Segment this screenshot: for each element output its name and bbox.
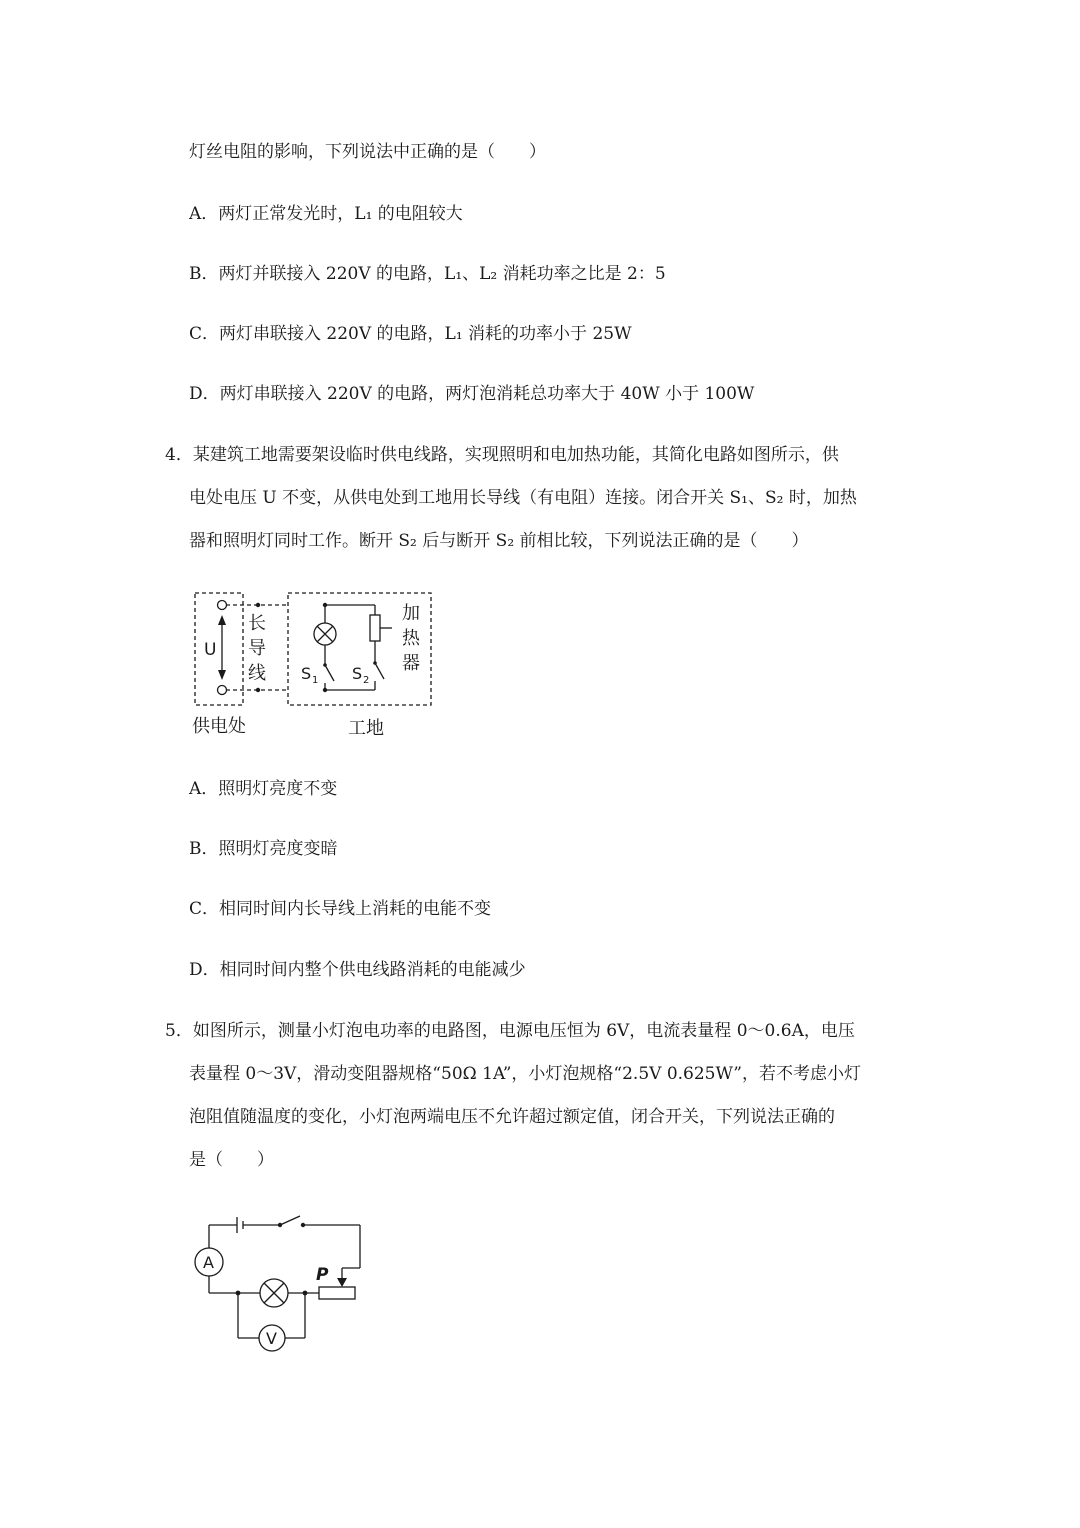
switch-s1-subscript: 1 — [312, 675, 319, 686]
q5-stem-line-2: 表量程 0～3V，滑动变阻器规格“50Ω 1A”，小灯泡规格“2.5V 0.625W”，若不考虑小灯 — [189, 1064, 861, 1084]
voltmeter-label: V — [266, 1329, 277, 1348]
q3-option-d: D．两灯串联接入 220V 的电路，两灯泡消耗总功率大于 40W 小于 100W — [189, 384, 755, 404]
q4-option-b: B．照明灯亮度变暗 — [189, 839, 338, 859]
q3-stem-tail: 灯丝电阻的影响，下列说法中正确的是（ ） — [189, 142, 546, 162]
q4-stem-line-1: 4．某建筑工地需要架设临时供电线路，实现照明和电加热功能，其简化电路如图所示，供 — [165, 445, 839, 465]
voltage-label: U — [204, 640, 217, 660]
q4-option-c: C．相同时间内长导线上消耗的电能不变 — [189, 899, 492, 919]
q4-stem-line-2: 电处电压 U 不变，从供电处到工地用长导线（有电阻）连接。闭合开关 S₁、S₂ 时，加热 — [189, 488, 857, 508]
q3-option-a: A．两灯正常发光时，L₁ 的电阻较大 — [189, 204, 463, 224]
supply-caption: 供电处 — [192, 716, 246, 737]
q5-stem-line-4: 是（ ） — [189, 1150, 274, 1170]
q3-option-c: C．两灯串联接入 220V 的电路，L₁ 消耗的功率小于 25W — [189, 324, 632, 344]
site-caption: 工地 — [348, 718, 384, 739]
q5-stem-line-3: 泡阻值随温度的变化，小灯泡两端电压不允许超过额定值，闭合开关，下列说法正确的 — [189, 1107, 835, 1127]
q4-option-d: D．相同时间内整个供电线路消耗的电能减少 — [189, 960, 526, 980]
wire-label-3: 线 — [248, 663, 266, 684]
heater-label-2: 热 — [402, 628, 420, 649]
q5-stem-line-1: 5．如图所示，测量小灯泡电功率的电路图，电源电压恒为 6V，电流表量程 0～0.6A，电压 — [165, 1021, 855, 1041]
heater-label-1: 加 — [402, 603, 420, 624]
wire-label-2: 导 — [248, 638, 266, 659]
switch-s2-subscript: 2 — [363, 675, 370, 686]
q4-option-a: A．照明灯亮度不变 — [189, 779, 338, 799]
switch-s2-label: S — [352, 664, 363, 683]
ammeter-label: A — [203, 1253, 214, 1272]
q5-circuit-diagram — [185, 1210, 375, 1360]
wire-label-1: 长 — [248, 613, 266, 634]
switch-s1-label: S — [301, 664, 312, 683]
q4-circuit-diagram — [180, 585, 450, 750]
slider-label: P — [316, 1265, 329, 1285]
q4-stem-line-3: 器和照明灯同时工作。断开 S₂ 后与断开 S₂ 前相比较，下列说法正确的是（ ） — [189, 531, 809, 551]
heater-label-3: 器 — [402, 653, 420, 674]
q3-option-b: B．两灯并联接入 220V 的电路，L₁、L₂ 消耗功率之比是 2：5 — [189, 264, 666, 284]
